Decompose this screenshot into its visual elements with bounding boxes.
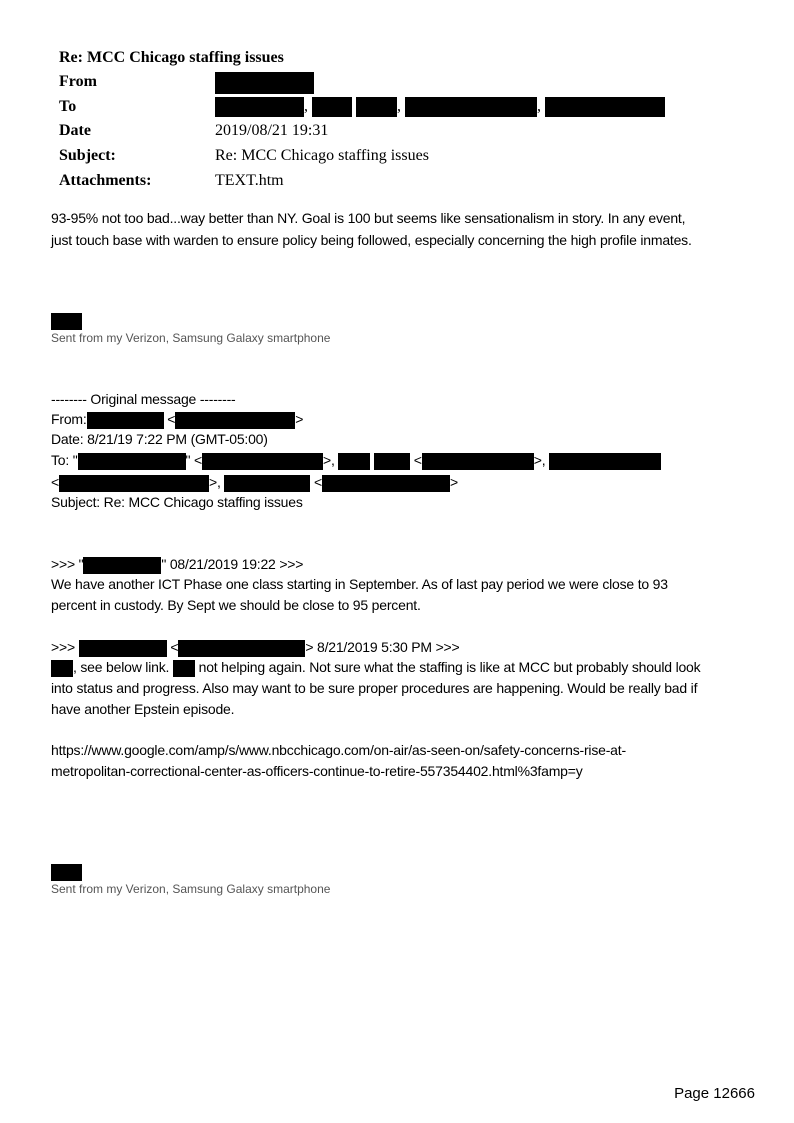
to-redactions: , , , [215, 97, 665, 117]
subject-value: Re: MCC Chicago staffing issues [215, 147, 429, 164]
signature-name-redaction [51, 312, 82, 330]
quote2-line1-a: , see below link. [73, 659, 170, 675]
original-subject-line: Subject: Re: MCC Chicago staffing issues [51, 494, 303, 510]
reply-line-2: just touch base with warden to ensure policy being followed, especially concerning the high profile inmates. [51, 232, 692, 248]
quote2-line-2: into status and progress. Also may want to be sure proper procedures are happening. Would be really bad if [51, 680, 698, 696]
signature-name-redaction-2 [51, 863, 82, 881]
original-from-label: From: [51, 411, 87, 427]
from-label: From [59, 73, 97, 90]
attachments-label: Attachments: [59, 172, 152, 189]
attachments-value: TEXT.htm [215, 172, 284, 189]
original-to-label: To: " [51, 452, 78, 468]
date-value: 2019/08/21 19:31 [215, 122, 329, 139]
quote2-line-1 [51, 659, 700, 677]
email-title: Re: MCC Chicago staffing issues [59, 49, 284, 66]
reply-signature: Sent from my Verizon, Samsung Galaxy smartphone [51, 331, 331, 345]
quote2-header: >>> < > 8/21/2019 5:30 PM >>> [51, 639, 460, 655]
quote1-header [51, 556, 303, 574]
quote1-meta: " 08/21/2019 19:22 >>> [161, 556, 304, 572]
date-label: Date [59, 122, 91, 139]
original-date-line: Date: 8/21/19 7:22 PM (GMT-05:00) [51, 431, 268, 447]
quote1-line-1: We have another ICT Phase one class starting in September. As of last pay period we were close to 93 [51, 576, 668, 592]
quote2-line1-b: not helping again. Not sure what the staffing is like at MCC but probably should look [198, 659, 701, 675]
quote2-prefix: >>> [51, 639, 75, 655]
subject-label: Subject: [59, 147, 116, 164]
quote2-meta: > 8/21/2019 5:30 PM >>> [305, 639, 460, 655]
quote1-prefix: >>> " [51, 556, 84, 572]
original-from-line: From: < > [51, 411, 304, 427]
quote2-signature: Sent from my Verizon, Samsung Galaxy smartphone [51, 882, 331, 896]
to-label: To [59, 98, 77, 115]
original-divider: -------- Original message -------- [51, 391, 236, 407]
from-redaction [215, 72, 314, 94]
original-to-line-1: To: " " < >, < >, [51, 452, 661, 470]
quote1-line-2: percent in custody. By Sept we should be close to 95 percent. [51, 597, 421, 613]
reply-line-1: 93-95% not too bad...way better than NY. Goal is 100 but seems like sensationalism in story. In any event, [51, 210, 686, 226]
page-number: Page 12666 [674, 1085, 755, 1102]
quote2-url-line-2: metropolitan-correctional-center-as-officers-continue-to-retire-557354402.html%3famp=y [51, 763, 583, 779]
original-to-line-2: < >, < > [51, 474, 458, 490]
quote2-url-line-1: https://www.google.com/amp/s/www.nbcchicago.com/on-air/as-seen-on/safety-concerns-rise-at- [51, 742, 626, 758]
quote2-line-3: have another Epstein episode. [51, 701, 235, 717]
